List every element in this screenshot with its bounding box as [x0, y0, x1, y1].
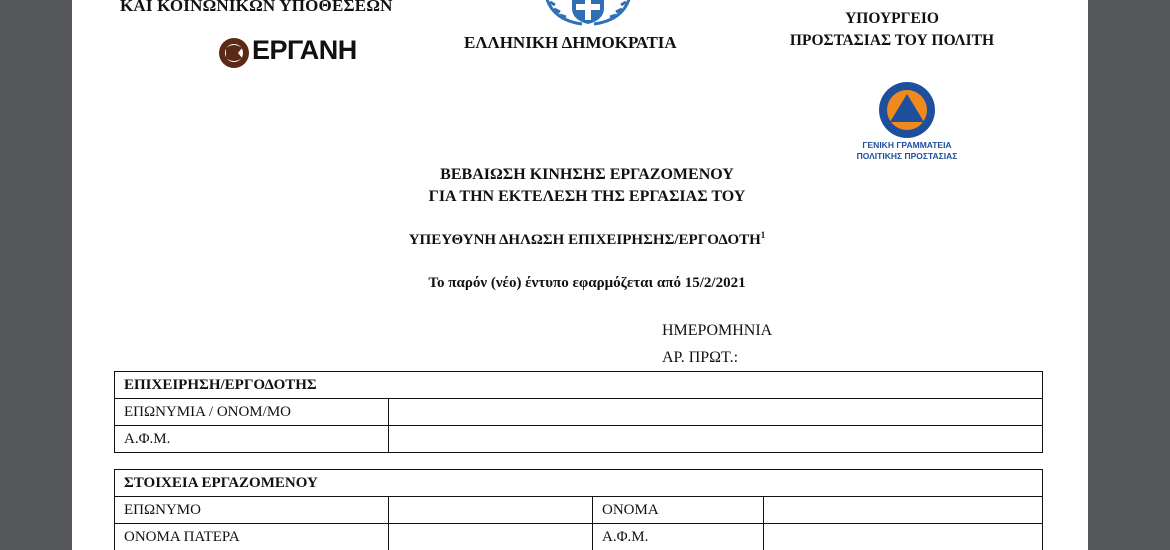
employer-name-field[interactable] — [389, 399, 1043, 426]
civil-protection-seal-icon — [862, 80, 952, 140]
subtitle-footnote: 1 — [760, 230, 766, 240]
subtitle-text: ΥΠΕΥΘΥΝΗ ΔΗΛΩΣΗ ΕΠΙΧΕΙΡΗΣΗΣ/ΕΡΓΟΔΟΤΗ — [408, 232, 761, 248]
date-label: ΗΜΕΡΟΜΗΝΙΑ — [662, 322, 773, 339]
employer-table-header: ΕΠΙΧΕΙΡΗΣΗ/ΕΡΓΟΔΟΤΗΣ — [115, 372, 1043, 399]
table-row — [115, 497, 1043, 524]
employer-table — [114, 371, 1043, 453]
protocol-number-label: ΑΡ. ΠΡΩΤ.: — [662, 349, 739, 366]
employee-table-header: ΣΤΟΙΧΕΙΑ ΕΡΓΑΖΟΜΕΝΟΥ — [115, 470, 1043, 497]
table-row — [115, 426, 1043, 453]
ergani-logo-icon — [218, 30, 357, 76]
employee-father-name-field[interactable] — [389, 524, 593, 550]
civil-protection-line-2: ΠΟΛΙΤΙΚΗΣ ΠΡΟΣΤΑΣΙΑΣ — [856, 151, 958, 161]
document-page — [72, 0, 1088, 550]
hellenic-republic-label: ΕΛΛΗΝΙΚΗ ΔΗΜΟΚΡΑΤΙΑ — [464, 33, 677, 52]
ministry-labour-label: ΚΑΙ ΚΟΙΝΩΝΙΚΩΝ ΥΠΟΘΕΣΕΩΝ — [120, 0, 393, 15]
greek-emblem-icon — [542, 0, 634, 28]
document-subtitle — [272, 230, 902, 249]
employee-afm-field[interactable] — [764, 524, 1043, 550]
ministry-citizen-protection — [772, 8, 1012, 52]
employer-name-label: ΕΠΩΝΥΜΙΑ / ΟΝΟΜ/ΜΟ — [115, 399, 389, 426]
ergani-logo-text: ΕΡΓΑΝΗ — [252, 35, 357, 65]
document-title — [272, 164, 902, 208]
employer-afm-label: Α.Φ.Μ. — [115, 426, 389, 453]
ministry-line-2: ΠΡΟΣΤΑΣΙΑΣ ΤΟΥ ΠΟΛΙΤΗ — [789, 32, 995, 49]
employee-surname-label: ΕΠΩΝΥΜΟ — [115, 497, 389, 524]
table-row — [115, 399, 1043, 426]
employee-father-name-label: ΟΝΟΜΑ ΠΑΤΕΡΑ — [115, 524, 389, 550]
employee-surname-field[interactable] — [389, 497, 593, 524]
civil-protection-caption — [842, 140, 972, 162]
employer-afm-field[interactable] — [389, 426, 1043, 453]
ministry-line-1: ΥΠΟΥΡΓΕΙΟ — [845, 10, 939, 27]
employee-firstname-label: ΟΝΟΜΑ — [593, 497, 764, 524]
civil-protection-line-1: ΓΕΝΙΚΗ ΓΡΑΜΜΑΤΕΙΑ — [862, 140, 952, 150]
employee-firstname-field[interactable] — [764, 497, 1043, 524]
effective-date-note: Το παρόν (νέο) έντυπο εφαρμόζεται από 15/2/2021 — [428, 275, 746, 291]
title-line-1: ΒΕΒΑΙΩΣΗ ΚΙΝΗΣΗΣ ΕΡΓΑΖΟΜΕΝΟΥ — [440, 166, 734, 183]
table-row — [115, 524, 1043, 550]
employee-table — [114, 469, 1043, 550]
title-line-2: ΓΙΑ ΤΗΝ ΕΚΤΕΛΕΣΗ ΤΗΣ ΕΡΓΑΣΙΑΣ ΤΟΥ — [428, 188, 746, 205]
employee-afm-label: Α.Φ.Μ. — [593, 524, 764, 550]
